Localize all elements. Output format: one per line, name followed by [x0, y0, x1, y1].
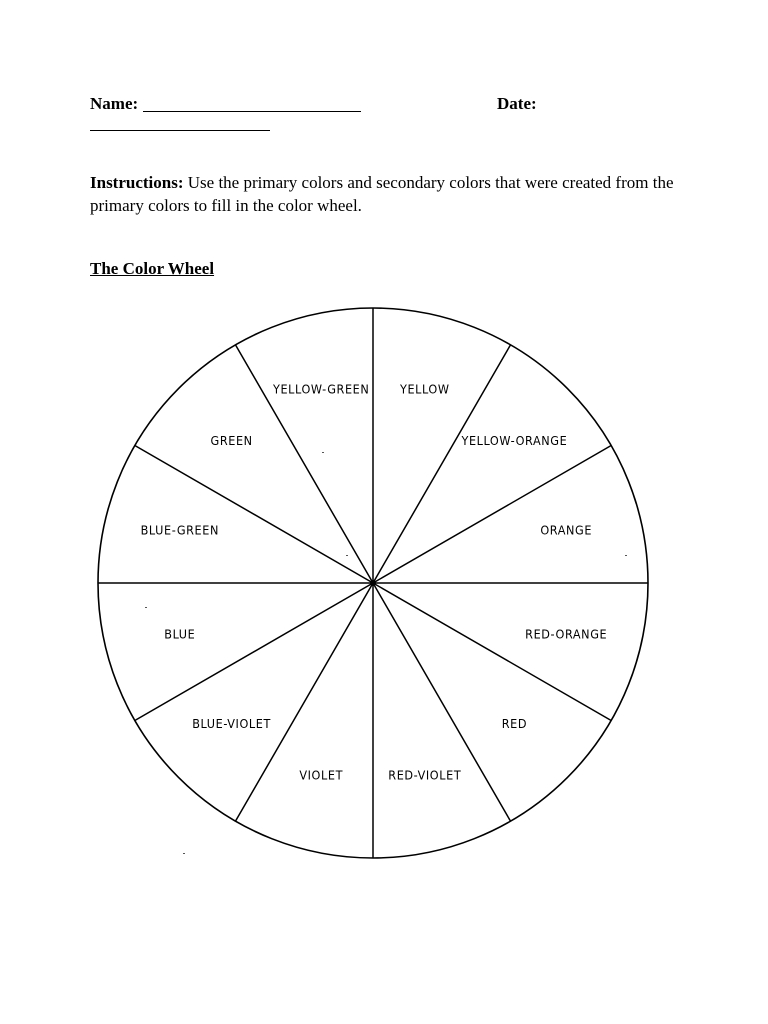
wheel-label-yellow: YELLOW	[399, 381, 450, 397]
wheel-label-green: GREEN	[210, 433, 253, 449]
name-label: Name:	[90, 94, 139, 113]
date-label: Date:	[497, 94, 537, 113]
wheel-label-violet: VIOLET	[299, 767, 344, 783]
speck	[183, 853, 185, 854]
wheel-center-dot	[370, 580, 376, 586]
speck	[322, 452, 324, 453]
wheel-label-orange: ORANGE	[540, 522, 593, 538]
section-title: The Color Wheel	[90, 259, 215, 278]
wheel-label-blue-green: BLUE-GREEN	[140, 522, 219, 538]
wheel-label-yellow-green: YELLOW-GREEN	[273, 381, 370, 397]
wheel-label-red-violet: RED-VIOLET	[388, 767, 462, 783]
wheel-label-blue-violet: BLUE-VIOLET	[192, 715, 271, 731]
instructions-text: Use the primary colors and secondary colors that were created from the primary colors to fill in the color wheel.	[90, 173, 674, 215]
speck	[346, 555, 348, 556]
instructions-lead: Instructions:	[90, 173, 184, 192]
wheel-label-blue: BLUE	[164, 626, 196, 642]
wheel-label-yellow-orange: YELLOW-ORANGE	[461, 433, 568, 449]
wheel-label-red-orange: RED-ORANGE	[525, 626, 608, 642]
speck	[145, 607, 147, 608]
wheel-label-red: RED	[501, 715, 528, 731]
speck	[625, 555, 627, 556]
